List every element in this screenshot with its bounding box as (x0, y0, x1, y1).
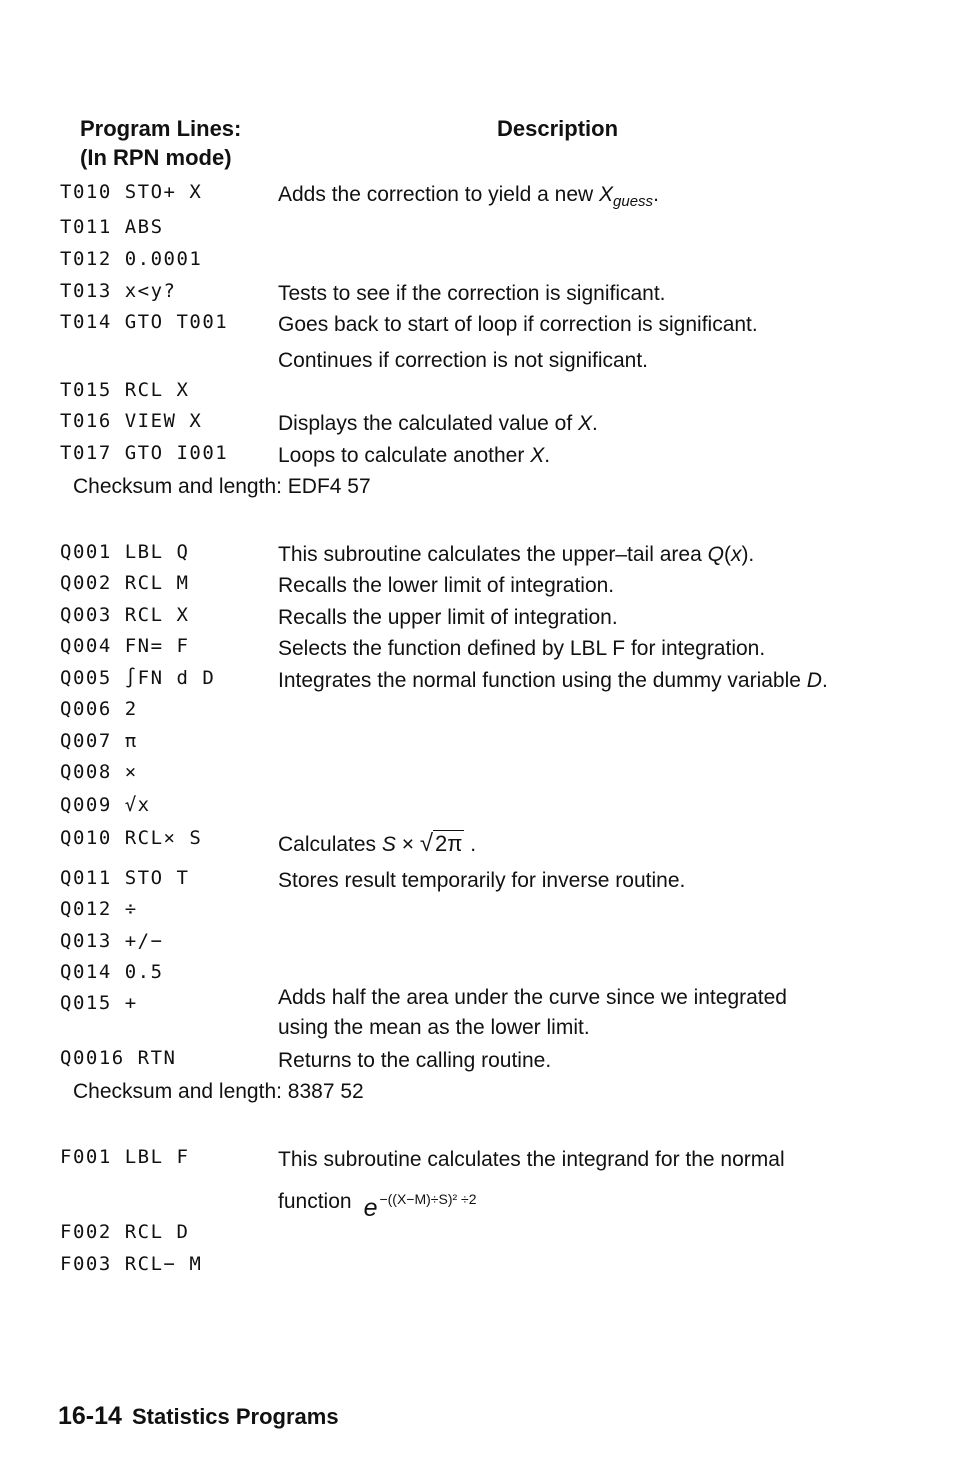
line-description: Displays the calculated value of X. (278, 412, 598, 435)
program-line: T013 x<y? (60, 280, 177, 302)
program-line: T014 GTO T001 (60, 311, 229, 333)
line-description: Calculates S × √2π . (278, 830, 477, 857)
line-description-continued: function e −((X−M)÷S)² ÷2 (278, 1190, 477, 1222)
line-description: Returns to the calling routine. (278, 1049, 552, 1072)
line-description: This subroutine calculates the integrand for the normal (278, 1148, 785, 1171)
line-description: Continues if correction is not significant. (278, 349, 649, 372)
program-line: Q010 RCL× S (60, 827, 203, 849)
program-line: Q011 STO T (60, 867, 190, 889)
program-line: Q015 + (60, 992, 138, 1014)
line-description: Integrates the normal function using the dummy variable D. (278, 669, 828, 692)
line-description: Recalls the upper limit of integration. (278, 606, 618, 629)
program-line: F001 LBL F (60, 1146, 190, 1168)
program-line: T015 RCL X (60, 379, 190, 401)
program-line: F003 RCL− M (60, 1253, 203, 1275)
program-line: Q006 2 (60, 698, 138, 720)
line-description: Stores result temporarily for inverse routine. (278, 869, 686, 892)
exponential-base: e (363, 1194, 378, 1222)
section-title: Statistics Programs (131, 1404, 339, 1429)
program-line: Q014 0.5 (60, 961, 164, 983)
square-root-icon: √ (419, 830, 434, 857)
line-description: Recalls the lower limit of integration. (278, 574, 615, 597)
line-description: This subroutine calculates the upper–tail area Q(x). (278, 543, 755, 566)
program-line: F002 RCL D (60, 1221, 190, 1243)
program-line: Q013 +/− (60, 930, 164, 952)
exponent: −((X−M)÷S)² ÷2 (379, 1191, 477, 1207)
program-line: T017 GTO I001 (60, 442, 229, 464)
program-line: Q007 π (60, 730, 138, 752)
program-line: T010 STO+ X (60, 181, 203, 203)
program-line: T016 VIEW X (60, 410, 203, 432)
program-line: Q001 LBL Q (60, 541, 190, 563)
program-line: Q009 √x (60, 794, 151, 816)
program-line: Q004 FN= F (60, 635, 190, 657)
line-description: Tests to see if the correction is significant. (278, 282, 666, 305)
program-line: Q012 ÷ (60, 898, 138, 920)
program-line: Q002 RCL M (60, 572, 190, 594)
line-description: Loops to calculate another X. (278, 444, 551, 467)
program-line: Q003 RCL X (60, 604, 190, 626)
page-footer (58, 1402, 339, 1431)
page-number: 16-14 (58, 1402, 122, 1430)
line-description: Goes back to start of loop if correction is significant. (278, 313, 758, 336)
rpn-mode-label: (In RPN mode) (80, 145, 232, 170)
line-description: Selects the function defined by LBL F for integration. (278, 637, 766, 660)
checksum-line: Checksum and length: 8387 52 (73, 1080, 364, 1103)
line-description: Adds the correction to yield a new $X_{guess}$. (278, 183, 659, 210)
column-header-program-lines (80, 114, 241, 172)
program-lines-label: Program Lines: (80, 116, 242, 141)
checksum-line: Checksum and length: EDF4 57 (73, 475, 371, 498)
program-line: T011 ABS (60, 216, 164, 238)
program-line: Q0016 RTN (60, 1047, 177, 1069)
line-description: Adds half the area under the curve since we integrated (278, 986, 787, 1009)
line-description-continued: using the mean as the lower limit. (278, 1016, 590, 1039)
program-line: T012 0.0001 (60, 248, 203, 270)
column-header-description: Description (497, 116, 619, 141)
program-line: Q005 ∫FN d D (60, 667, 216, 689)
program-line: Q008 × (60, 761, 138, 783)
